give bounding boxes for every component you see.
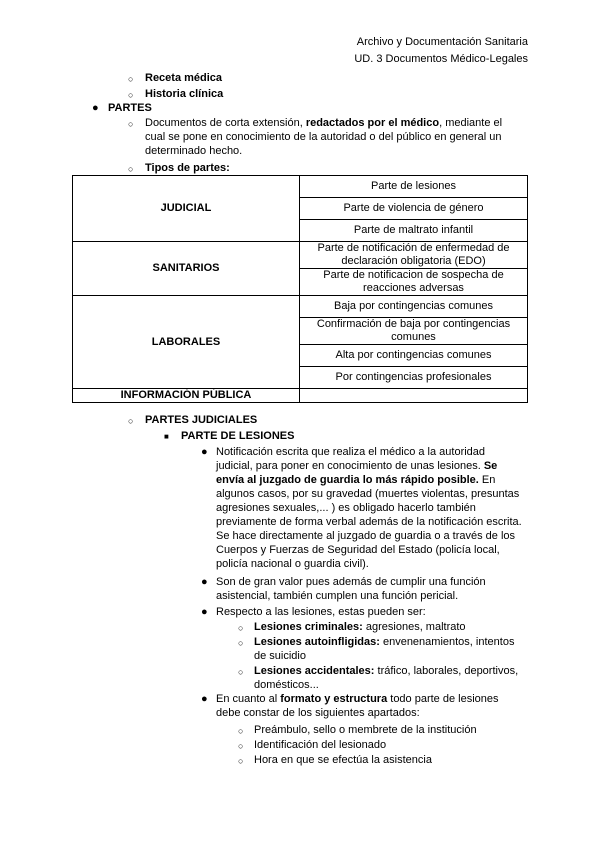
circle-bullet-icon: ○	[238, 741, 244, 751]
category-laborales: LABORALES	[73, 296, 300, 389]
circle-bullet-icon: ○	[238, 726, 244, 736]
lesiones-tipos-intro: Respecto a las lesiones, estas pueden ser:	[216, 606, 426, 618]
category-judicial: JUDICIAL	[73, 176, 300, 242]
circle-bullet-icon: ○	[238, 667, 244, 677]
square-bullet-icon: ■	[164, 432, 169, 441]
lesiones-autoinfligidas: Lesiones autoinfligidas: envenenamientos, intentos de suicidio	[254, 636, 515, 662]
table-cell: Confirmación de baja por contingencias comunes	[300, 318, 528, 345]
apartado-item: Hora en que se efectúa la asistencia	[254, 754, 432, 766]
lesiones-valor: Son de gran valor pues además de cumplir una función asistencial, también cumplen una función pericial.	[216, 576, 486, 602]
subheading-parte-lesiones: PARTE DE LESIONES	[181, 430, 295, 442]
table-cell-empty	[300, 389, 528, 403]
disc-bullet-icon: ●	[201, 576, 208, 588]
circle-bullet-icon: ○	[238, 756, 244, 766]
header-course-title: Archivo y Documentación Sanitaria	[356, 36, 528, 48]
circle-bullet-icon: ○	[128, 90, 134, 100]
list-item-receta: Receta médica	[145, 72, 223, 84]
tipos-de-partes-label: Tipos de partes:	[145, 162, 230, 174]
category-sanitarios: SANITARIOS	[73, 242, 300, 296]
circle-bullet-icon: ○	[238, 638, 244, 648]
partes-definition: Documentos de corta extensión, redactados por el médico, mediante el cual se pone en conocimiento de la autoridad o del público en general un determinado hecho.	[145, 117, 503, 157]
disc-bullet-icon: ●	[92, 102, 99, 114]
disc-bullet-icon: ●	[201, 446, 208, 458]
circle-bullet-icon: ○	[128, 74, 134, 84]
table-cell: Parte de violencia de género	[300, 198, 528, 220]
table-cell: Parte de maltrato infantil	[300, 220, 528, 242]
list-item-historia: Historia clínica	[145, 88, 224, 100]
table-cell: Parte de lesiones	[300, 176, 528, 198]
table-cell: Baja por contingencias comunes	[300, 296, 528, 318]
tipos-partes-table	[72, 175, 528, 403]
disc-bullet-icon: ●	[201, 693, 208, 705]
circle-bullet-icon: ○	[128, 164, 134, 174]
apartado-item: Preámbulo, sello o membrete de la institución	[254, 724, 477, 736]
lesiones-criminales: Lesiones criminales: agresiones, maltrato	[254, 621, 466, 633]
table-cell: Parte de notificación de enfermedad de declaración obligatoria (EDO)	[300, 242, 528, 269]
section-heading-partes-judiciales: PARTES JUDICIALES	[145, 414, 258, 426]
circle-bullet-icon: ○	[238, 623, 244, 633]
circle-bullet-icon: ○	[128, 119, 134, 129]
document-header	[354, 34, 528, 68]
disc-bullet-icon: ●	[201, 606, 208, 618]
section-heading-partes: PARTES	[108, 102, 152, 114]
lesiones-accidentales: Lesiones accidentales: tráfico, laborales, deportivos, domésticos...	[254, 665, 519, 691]
table-cell: Alta por contingencias comunes	[300, 345, 528, 367]
circle-bullet-icon: ○	[128, 416, 134, 426]
category-informacion-publica: INFORMACIÓN PÚBLICA	[73, 389, 300, 403]
table-cell: Por contingencias profesionales	[300, 367, 528, 389]
apartado-item: Identificación del lesionado	[254, 739, 387, 751]
formato-estructura: En cuanto al formato y estructura todo parte de lesiones debe constar de los siguientes apartados:	[216, 693, 499, 719]
table-cell: Parte de notificacion de sospecha de reacciones adversas	[300, 269, 528, 296]
header-unit-title: UD. 3 Documentos Médico-Legales	[354, 53, 528, 65]
lesiones-definition: Notificación escrita que realiza el médico a la autoridad judicial, para poner en conocimiento de unas lesiones. Se envía al juzgado de guardia lo más rápido posible. En algunos casos, por su gravedad (muertes violentas, presuntas agresiones sexuales,... ) es obligado hacerlo también previamente de forma verbal además de la notificación escrita. Se hace directamente al juzgado de guardia o a través de los Cuerpos y Fuerzas de Seguridad del Estado (policía local, policía nacional o guardia civil).	[216, 446, 522, 570]
